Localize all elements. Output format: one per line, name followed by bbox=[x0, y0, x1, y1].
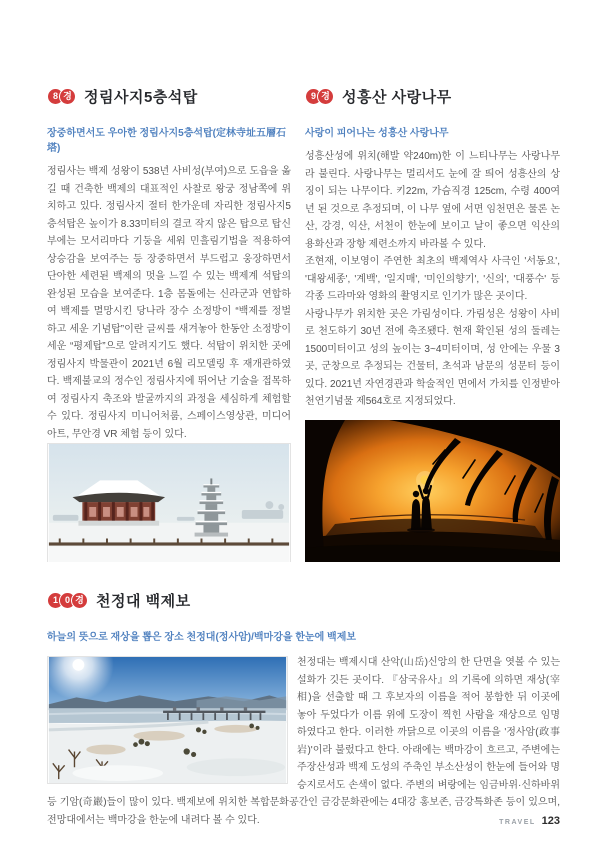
page-number: 123 bbox=[541, 815, 560, 827]
section-header bbox=[47, 86, 291, 107]
badge-circle: 경 bbox=[317, 88, 334, 105]
body-paragraph: 조현재, 이보영이 주연한 최초의 백제역사 사극인 '서동요', '대왕세종', '계백', '일지매', '미인의향기', '신의', '대풍수' 등 각종 드라마와 영화의 촬영지로 인기가 많은 곳이다. bbox=[305, 256, 560, 302]
scenic-number-badge-icon bbox=[47, 88, 76, 105]
section-subtitle: 장중하면서도 우아한 정림사지5층석탑(定林寺址五層石塔) bbox=[47, 128, 287, 154]
badge-circle: 1 bbox=[47, 592, 64, 609]
section-jeongnimsaji-pagoda bbox=[47, 86, 291, 562]
page-footer bbox=[499, 815, 560, 827]
badge-circle: 8 bbox=[47, 88, 64, 105]
badge-circle: 경 bbox=[71, 592, 88, 609]
scenic-number-badge-icon bbox=[305, 88, 334, 105]
section-title: 정림사지5층석탑 bbox=[84, 89, 198, 106]
section-subtitle: 사랑이 피어나는 성흥산 사랑나무 bbox=[305, 128, 449, 139]
footer-label: TRAVEL bbox=[499, 819, 536, 826]
image-text-flow bbox=[47, 654, 560, 829]
body-paragraph: 정림사는 백제 성왕이 538년 사비성(부여)으로 도읍을 옮길 때 건축한 백제의 대표적인 사찰로 왕궁 정남쪽에 위치하고 있다. 정림사지 절터 한가운데 자리한 정림사지5층석탑은 높이가 8.33미터의 결코 작지 않은 탑으로 탑신부에는 모서리마다 기둥을 세워 민흘림기법을 적용하여 상승감을 보여주는 등 장중하면서 부드럽고 웅장하면서 단아한 세련된 백제의 멋을 느낄 수 있는 백제계 석탑의 완성된 모습을 보여준다. 1층 몸돌에는 신라군과 연합하여 백제를 멸망시킨 당나라 장수 소정방이 “백제를 정벌하고 세운 기념탑”이란 글씨를 새겨놓아 한동안 소정방이 세운 “평제탑”으로 알려지기도 했다. 석탑이 위치한 곳에 정림사지 박물관이 2021년 6월 리모델링 후 재개관하였다. 백제불교의 정수인 정림사지에 뛰어난 기술을 접목하여 정림사지 축조와 발굴까지의 과정을 세심하게 체험할 수 있다. 정림사지 미니어처룸, 스페이스영상관, 미디어아트, 무안경 VR 체험 등이 있다. bbox=[47, 166, 291, 440]
section-header bbox=[47, 590, 560, 611]
top-two-column-area bbox=[47, 86, 560, 562]
section-seongheungsan-love-tree bbox=[305, 86, 560, 562]
section-cheonjeongdae-baekjebo bbox=[47, 590, 560, 829]
body-paragraph: 성흥산성에 위치(해발 약240m)한 이 느티나무는 사랑나무라 불린다. 사랑나무는 멀리서도 눈에 잘 띄어 성흥산의 상징이 되는 나무이다. 키22m, 가슴직경 125cm, 수령 400여년 된 것으로 추정되며, 이 나무 옆에 서면 임천면은 물론 논산, 강경, 익산, 서천이 한눈에 보이고 날이 좋으면 익산의 용화산과 장항 제련소까지 바라볼 수 있다. bbox=[305, 151, 560, 250]
section-title: 천정대 백제보 bbox=[96, 593, 191, 610]
body-paragraph: 천정대는 백제시대 산악(山岳)신앙의 한 단면을 엿볼 수 있는 설화가 깃든 곳이다. 『삼국유사』의 기록에 의하면 재상(宰相)을 선출할 때 그 후보자의 이름을 적어 봉함한 뒤 이곳에 놓아 두었다가 이름 위에 도장이 찍힌 사람을 재상으로 임명하였다고 한다. 이러한 까닭으로 이곳의 이름을 '정사암(政事岩)'이라 불렀다고 한다. 아래에는 백마강이 흐르고, 주변에는 주장산성과 백제 도성의 주축인 부소산성이 한눈에 들어와 명승지로서도 손색이 없다. 주변의 벼랑에는 임금바위·신하바위 등 기암(奇巖)들이 많이 있다. 백제보에 위치한 복합문화공간인 금강문화관에는 4대강 홍보존, 금강특화존 등이 있으며, 전망대에서는 백마강을 한눈에 내려다 볼 수 있다. bbox=[47, 657, 560, 826]
section-header bbox=[305, 86, 560, 107]
photo-winter-river-weir-aerial bbox=[47, 656, 288, 784]
section-subtitle: 하늘의 뜻으로 재상을 뽑은 장소 천정대(정사암)/백마강을 한눈에 백제보 bbox=[47, 632, 357, 643]
badge-circle: 9 bbox=[305, 88, 322, 105]
body-paragraph: 사랑나무가 위치한 곳은 가림성이다. 가림성은 성왕이 사비로 천도하기 30년 전에 축조됐다. 현재 확인된 성의 둘레는 1500미터이고 성의 높이는 3~4미터이며, 성 안에는 우물 3곳, 군창으로 추정되는 건물터, 초석과 남문의 성문터 등이 있다. 2021년 자연경관과 학술적인 면에서 가치를 인정받아 천연기념물 제564호로 지정되었다. bbox=[305, 308, 560, 407]
badge-circle: 0 bbox=[59, 592, 76, 609]
scenic-number-badge-icon bbox=[47, 592, 88, 609]
section-title: 성흥산 사랑나무 bbox=[342, 89, 452, 106]
photo-sunset-love-tree-couple bbox=[305, 420, 560, 562]
badge-circle: 경 bbox=[59, 88, 76, 105]
photo-snowy-temple-and-pagoda bbox=[47, 443, 291, 562]
